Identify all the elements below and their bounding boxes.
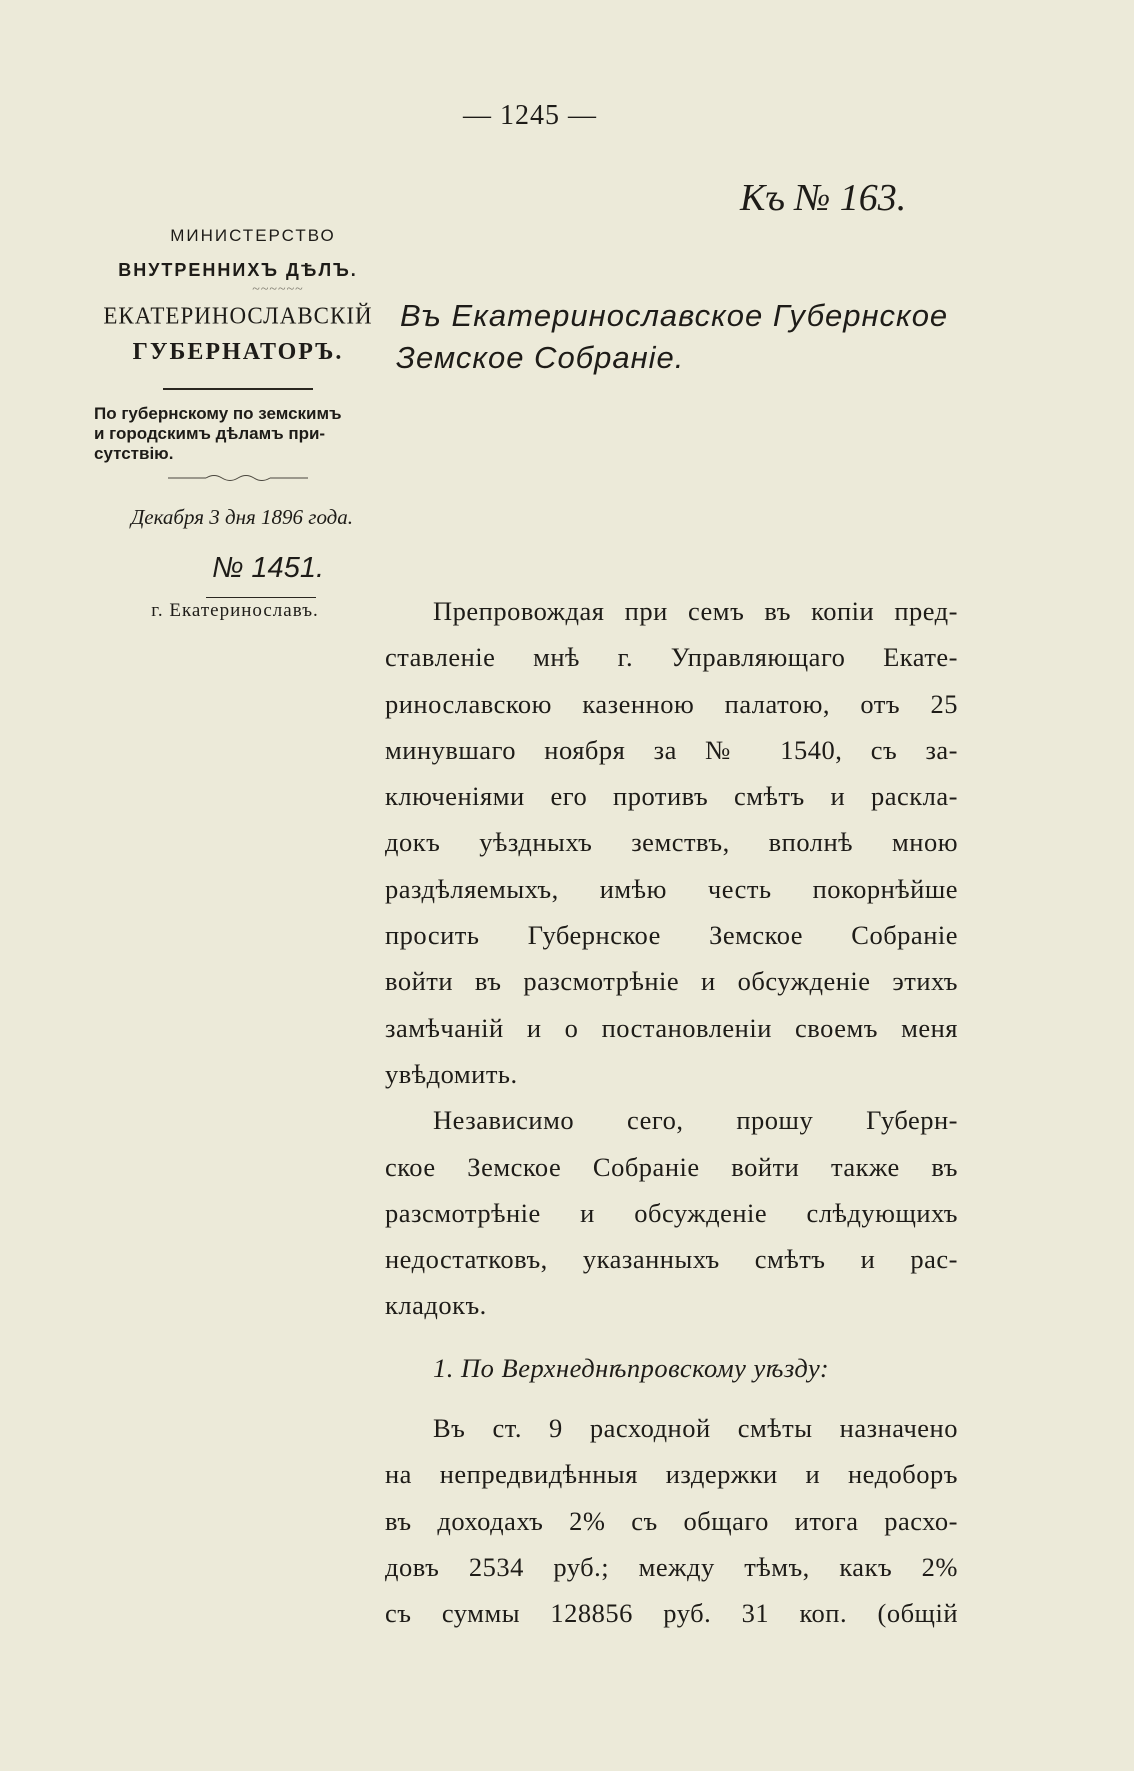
body-line: въ доходахъ 2% съ общаго итога расхо- [385,1505,958,1536]
body-line: минувшаго ноября за № 1540, съ за- [385,734,958,765]
divider-rule [163,388,313,390]
addressee [396,295,960,379]
governor-line-1: ЕКАТЕРИНОСЛАВСКІЙ [103,302,373,329]
document-number: № 1451. [211,552,325,584]
letter-body [385,588,958,1637]
body-line: съ суммы 128856 руб. 31 коп. (общій [385,1598,958,1629]
body-line: ское Земское Собраніе войти также въ [385,1151,958,1182]
reference-number: Къ № 163. [740,177,907,219]
department-line: сутствію. [94,444,174,463]
department-line: и городскимъ дѣламъ при- [94,424,326,443]
body-line: Въ ст. 9 расходной смѣты назначено [433,1413,958,1444]
body-line: разсмотрѣніе и обсужденіе слѣдующихъ [385,1197,958,1228]
addressee-line-2: Земское Собраніе. [396,340,685,375]
body-line: ринославскою казенною палатою, отъ 25 [385,688,958,719]
addressee-line-1: Въ Екатеринославское Губернское [400,298,949,333]
page-number: — 1245 — [463,100,597,131]
flourish-ornament [168,473,308,483]
governor-line-2: ГУБЕРНАТОРЪ. [132,339,344,365]
ministry-line-1: МИНИСТЕРСТВО [170,226,336,245]
body-line: раздѣляемыхъ, имѣю честь покорнѣйше [385,873,958,904]
body-line: недостатковъ, указанныхъ смѣтъ и рас- [385,1244,958,1275]
department-block [94,404,388,464]
wavy-ornament: ~~~~~~ [252,282,304,297]
body-line: замѣчаній и о постановленіи своемъ меня [385,1012,958,1043]
sidebar [88,226,388,622]
body-line: ключеніями его противъ смѣтъ и раскла- [385,781,958,812]
body-line: докъ уѣздныхъ земствъ, вполнѣ мною [385,827,958,858]
body-line: Независимо сего, прошу Губерн- [433,1105,958,1136]
flourish-divider [88,472,388,487]
body-line: войти въ разсмотрѣніе и обсужденіе этихъ [385,966,958,997]
body-line: увѣдомить. [385,1058,518,1089]
place-name: г. Екатеринославъ. [151,600,319,621]
document-date: Декабря 3 дня 1896 года. [130,505,354,529]
body-line: ставленіе мнѣ г. Управляющаго Екате- [385,642,958,673]
body-line: кладокъ. [385,1290,487,1321]
ministry-line-2: ВНУТРЕННИХЪ ДѢЛЪ. [118,260,358,280]
divider-rule-short [206,597,316,598]
section-heading: 1. По Верхнеднѣпровскому уѣзду: [433,1352,830,1383]
body-line: Препровождая при семъ въ копіи пред- [433,596,958,626]
body-line: просить Губернское Земское Собраніе [385,920,958,951]
body-line: на непредвидѣнныя издержки и недоборъ [385,1459,958,1490]
department-line: По губернскому по земскимъ [94,404,342,423]
body-line: довъ 2534 руб.; между тѣмъ, какъ 2% [385,1551,958,1582]
